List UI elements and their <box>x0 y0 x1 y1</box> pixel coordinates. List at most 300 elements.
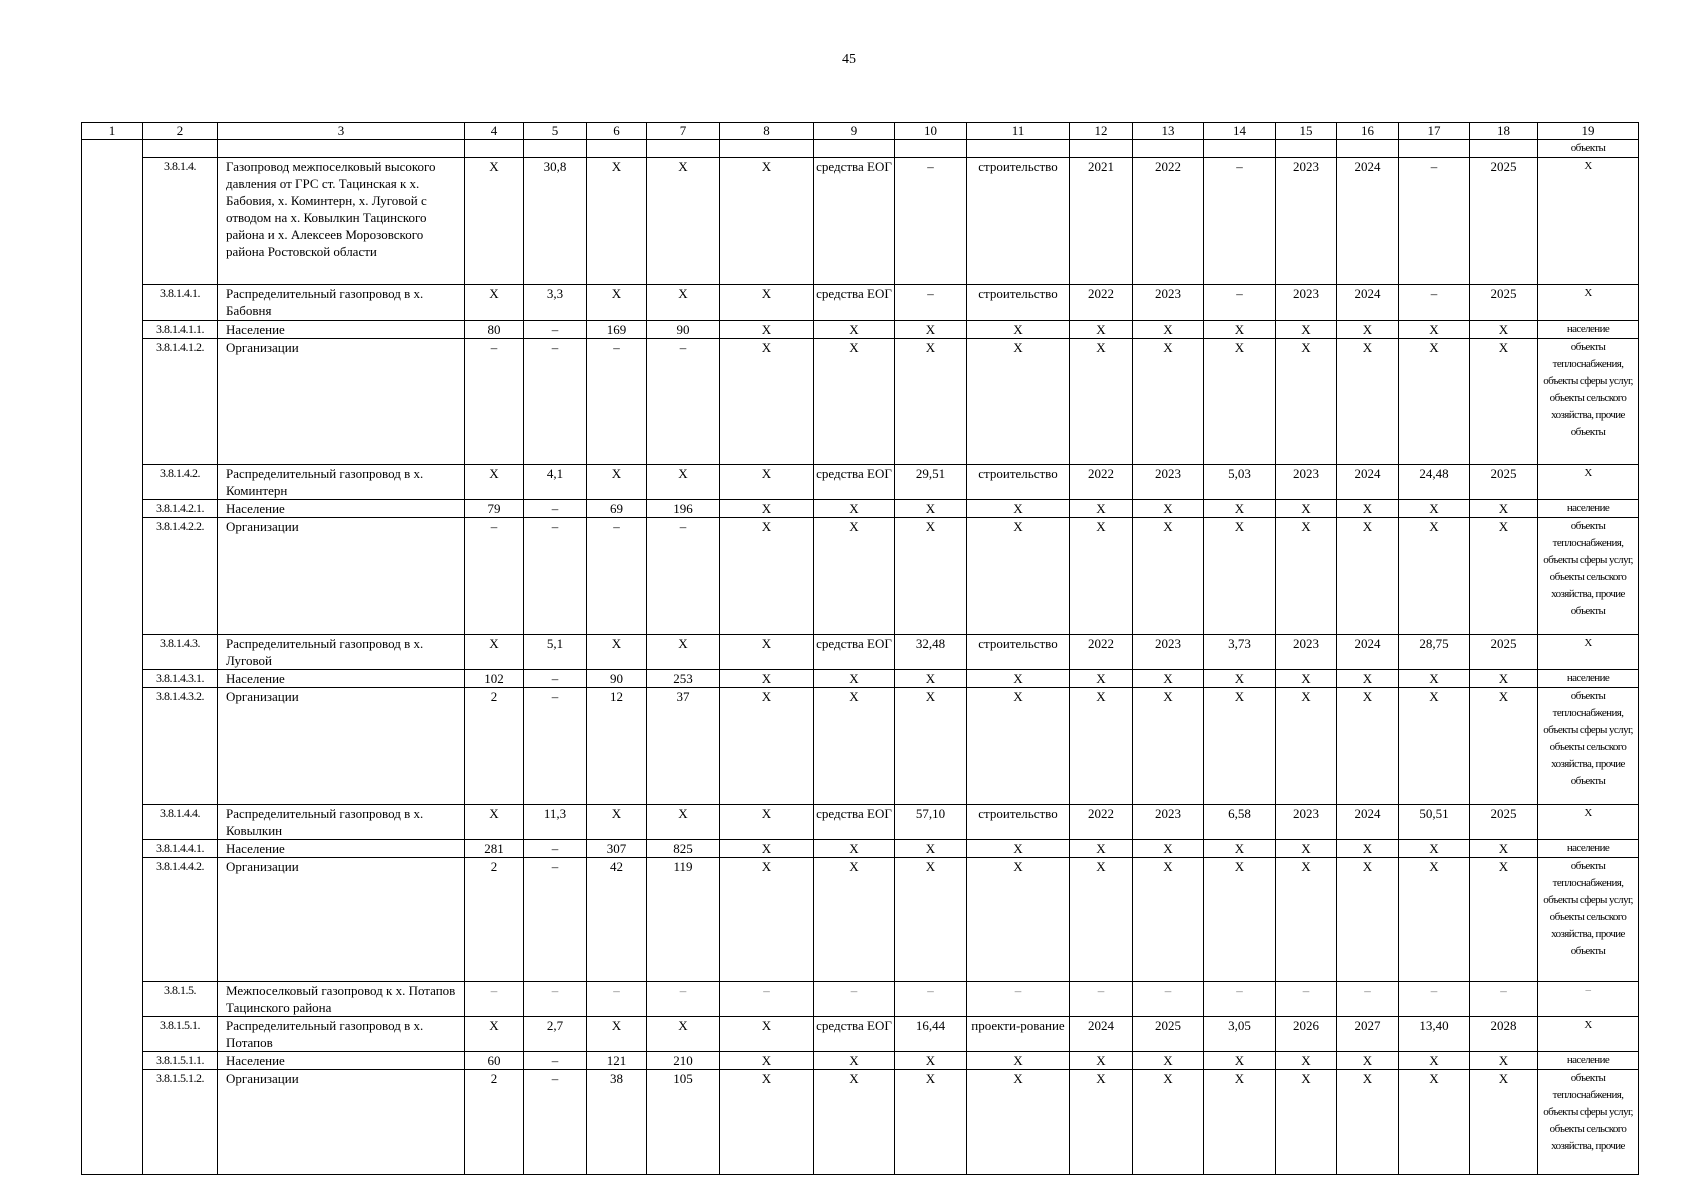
table-cell-col17: Х <box>1399 1070 1470 1175</box>
table-row <box>82 321 1639 339</box>
table-cell-col1 <box>82 518 143 635</box>
table-cell-col4: Х <box>465 1017 524 1052</box>
table-cell-col6: 42 <box>587 858 647 982</box>
table-cell-col17: Х <box>1399 670 1470 688</box>
table-cell-col7: 825 <box>647 840 720 858</box>
table-cell-col7: – <box>647 339 720 465</box>
table-cell-col6: 69 <box>587 500 647 518</box>
table-cell-col7: – <box>647 982 720 1017</box>
table-cell-col8: Х <box>720 465 814 500</box>
table-cell-col5: – <box>524 1052 587 1070</box>
table-cell-col6 <box>587 140 647 158</box>
table-cell-col18: Х <box>1470 688 1538 805</box>
table-cell-col1 <box>82 339 143 465</box>
table-cell-col18 <box>1470 140 1538 158</box>
table-cell-col16: Х <box>1337 518 1399 635</box>
table-cell-col18: – <box>1470 982 1538 1017</box>
table-cell-col17: Х <box>1399 1052 1470 1070</box>
table-cell-col15: 2023 <box>1276 285 1337 321</box>
column-header-1: 1 <box>82 123 143 140</box>
table-cell-col5: – <box>524 840 587 858</box>
table-cell-col11: Х <box>967 1052 1070 1070</box>
table-cell-col12: 2022 <box>1070 285 1133 321</box>
table-cell-col11: Х <box>967 339 1070 465</box>
column-header-2: 2 <box>143 123 218 140</box>
table-cell-col2: 3.8.1.4.4.2. <box>143 858 218 982</box>
table-cell-col19: объекты теплоснабжения, объекты сферы услуг, объекты сельского хозяйства, прочие объекты <box>1538 339 1639 465</box>
table-cell-col11: Х <box>967 858 1070 982</box>
table-cell-col11: строительство <box>967 635 1070 670</box>
table-cell-col16: 2027 <box>1337 1017 1399 1052</box>
table-cell-col12 <box>1070 140 1133 158</box>
table-cell-col13: 2023 <box>1133 805 1204 840</box>
table-cell-col8: Х <box>720 1052 814 1070</box>
table-cell-col16: 2024 <box>1337 805 1399 840</box>
table-cell-col1 <box>82 688 143 805</box>
table-cell-col13: Х <box>1133 858 1204 982</box>
table-cell-col11: строительство <box>967 158 1070 285</box>
table-cell-col3: Население <box>218 500 465 518</box>
table-cell-col2: 3.8.1.5.1.2. <box>143 1070 218 1175</box>
table-cell-col2: 3.8.1.4.3.1. <box>143 670 218 688</box>
table-row <box>82 1070 1639 1175</box>
table-cell-col8: Х <box>720 1070 814 1175</box>
table-cell-col4: 80 <box>465 321 524 339</box>
table-cell-col6: – <box>587 518 647 635</box>
table-cell-col10: Х <box>895 688 967 805</box>
table-cell-col18: Х <box>1470 670 1538 688</box>
table-cell-col14: Х <box>1204 858 1276 982</box>
table-cell-col18: Х <box>1470 840 1538 858</box>
table-cell-col8: Х <box>720 805 814 840</box>
table-cell-col14: 3,73 <box>1204 635 1276 670</box>
table-cell-col16: Х <box>1337 858 1399 982</box>
table-cell-col17: 13,40 <box>1399 1017 1470 1052</box>
table-cell-col16: Х <box>1337 321 1399 339</box>
column-header-3: 3 <box>218 123 465 140</box>
table-cell-col9: – <box>814 982 895 1017</box>
table-cell-col3: Население <box>218 670 465 688</box>
table-cell-col15: Х <box>1276 1052 1337 1070</box>
table-cell-col9: Х <box>814 1052 895 1070</box>
table-cell-col19: население <box>1538 670 1639 688</box>
table-cell-col16: 2024 <box>1337 635 1399 670</box>
table-cell-col3: Организации <box>218 688 465 805</box>
table-cell-col9: Х <box>814 1070 895 1175</box>
table-cell-col9: Х <box>814 858 895 982</box>
table-cell-col11 <box>967 140 1070 158</box>
table-cell-col10: Х <box>895 321 967 339</box>
table-cell-col6: 169 <box>587 321 647 339</box>
table-cell-col19: население <box>1538 1052 1639 1070</box>
table-cell-col7: 37 <box>647 688 720 805</box>
table-cell-col18: 2025 <box>1470 805 1538 840</box>
table-cell-col18: Х <box>1470 339 1538 465</box>
table-cell-col5: – <box>524 339 587 465</box>
table-cell-col15 <box>1276 140 1337 158</box>
table-cell-col6: 90 <box>587 670 647 688</box>
table-cell-col2: 3.8.1.4.3. <box>143 635 218 670</box>
table-cell-col4: 2 <box>465 688 524 805</box>
table-cell-col12: Х <box>1070 321 1133 339</box>
table-cell-col4: 60 <box>465 1052 524 1070</box>
table-cell-col1 <box>82 635 143 670</box>
table-cell-col3: Распределительный газопровод в х. Потапов <box>218 1017 465 1052</box>
table-cell-col11: Х <box>967 1070 1070 1175</box>
table-cell-col16: Х <box>1337 1052 1399 1070</box>
table-cell-col9: Х <box>814 321 895 339</box>
table-cell-col3: Население <box>218 1052 465 1070</box>
table-cell-col7: 119 <box>647 858 720 982</box>
table-cell-col8: Х <box>720 858 814 982</box>
table-cell-col3: Газопровод межпоселковый высокого давления от ГРС ст. Тацинская к х. Бабовия, х. Коминтерн, х. Луговой с отводом на х. Ковылкин Тацинского района и х. Алексеев Морозовского района Ростовской области <box>218 158 465 285</box>
table-cell-col6: Х <box>587 1017 647 1052</box>
table-row <box>82 285 1639 321</box>
table-cell-col13: – <box>1133 982 1204 1017</box>
table-cell-col14: 5,03 <box>1204 465 1276 500</box>
table-cell-col12: 2021 <box>1070 158 1133 285</box>
table-cell-col10: Х <box>895 670 967 688</box>
table-cell-col10: – <box>895 158 967 285</box>
table-cell-col4: – <box>465 982 524 1017</box>
table-cell-col13: Х <box>1133 518 1204 635</box>
table-cell-col3 <box>218 140 465 158</box>
table-cell-col19: Х <box>1538 285 1639 321</box>
table-cell-col16: 2024 <box>1337 285 1399 321</box>
table-cell-col8: Х <box>720 285 814 321</box>
table-cell-col11: строительство <box>967 285 1070 321</box>
table-cell-col12: Х <box>1070 670 1133 688</box>
table-cell-col16: Х <box>1337 500 1399 518</box>
table-cell-col15: – <box>1276 982 1337 1017</box>
table-cell-col6: – <box>587 982 647 1017</box>
table-cell-col10: 32,48 <box>895 635 967 670</box>
table-cell-col14: Х <box>1204 1052 1276 1070</box>
table-cell-col8: Х <box>720 158 814 285</box>
table-cell-col17: 50,51 <box>1399 805 1470 840</box>
table-cell-col12: Х <box>1070 500 1133 518</box>
column-header-19: 19 <box>1538 123 1639 140</box>
table-cell-col19: население <box>1538 321 1639 339</box>
table-cell-col9: Х <box>814 840 895 858</box>
table-cell-col12: 2022 <box>1070 465 1133 500</box>
table-cell-col14: 3,05 <box>1204 1017 1276 1052</box>
table-cell-col1 <box>82 1052 143 1070</box>
table-cell-col18: 2025 <box>1470 158 1538 285</box>
table-cell-col18: 2025 <box>1470 285 1538 321</box>
table-cell-col5: 5,1 <box>524 635 587 670</box>
table-row <box>82 982 1639 1017</box>
table-cell-col9: Х <box>814 500 895 518</box>
table-cell-col16: Х <box>1337 339 1399 465</box>
table-cell-col15: 2023 <box>1276 465 1337 500</box>
table-cell-col8: Х <box>720 339 814 465</box>
table-cell-col4: Х <box>465 635 524 670</box>
table-cell-col16: Х <box>1337 840 1399 858</box>
table-cell-col16: 2024 <box>1337 465 1399 500</box>
table-cell-col19: Х <box>1538 805 1639 840</box>
table-cell-col18: Х <box>1470 858 1538 982</box>
table-cell-col19: объекты теплоснабжения, объекты сферы услуг, объекты сельского хозяйства, прочие объекты <box>1538 518 1639 635</box>
table-cell-col4: – <box>465 518 524 635</box>
table-cell-col10: Х <box>895 339 967 465</box>
table-cell-col10: Х <box>895 858 967 982</box>
table-cell-col1 <box>82 858 143 982</box>
table-cell-col15: Х <box>1276 518 1337 635</box>
table-cell-col5: 11,3 <box>524 805 587 840</box>
table-cell-col4: 102 <box>465 670 524 688</box>
column-header-18: 18 <box>1470 123 1538 140</box>
table-cell-col11: Х <box>967 321 1070 339</box>
table-cell-col4: 281 <box>465 840 524 858</box>
table-cell-col11: Х <box>967 688 1070 805</box>
table-cell-col12: 2024 <box>1070 1017 1133 1052</box>
table-cell-col18: 2025 <box>1470 635 1538 670</box>
table-cell-col7: 210 <box>647 1052 720 1070</box>
table-cell-col5: – <box>524 518 587 635</box>
table-cell-col2: 3.8.1.4.4. <box>143 805 218 840</box>
table-cell-col16: – <box>1337 982 1399 1017</box>
table-cell-col12: Х <box>1070 339 1133 465</box>
table-cell-col17: Х <box>1399 321 1470 339</box>
table-cell-col4: 2 <box>465 1070 524 1175</box>
table-cell-col5: 30,8 <box>524 158 587 285</box>
table-cell-col13: Х <box>1133 500 1204 518</box>
table-cell-col1 <box>82 321 143 339</box>
table-cell-col2: 3.8.1.5.1.1. <box>143 1052 218 1070</box>
table-cell-col8: Х <box>720 518 814 635</box>
table-row <box>82 158 1639 285</box>
table-cell-col19: – <box>1538 982 1639 1017</box>
table-cell-col10: Х <box>895 518 967 635</box>
table-cell-col8: Х <box>720 840 814 858</box>
table-cell-col11: Х <box>967 670 1070 688</box>
table-cell-col4: Х <box>465 465 524 500</box>
table-cell-col6: 38 <box>587 1070 647 1175</box>
table-cell-col1 <box>82 465 143 500</box>
table-cell-col2: 3.8.1.4.4.1. <box>143 840 218 858</box>
table-cell-col8: Х <box>720 670 814 688</box>
table-cell-col7: Х <box>647 1017 720 1052</box>
table-cell-col2: 3.8.1.5. <box>143 982 218 1017</box>
table-cell-col14: – <box>1204 158 1276 285</box>
table-row <box>82 635 1639 670</box>
table-cell-col6: Х <box>587 805 647 840</box>
table-cell-col14: Х <box>1204 688 1276 805</box>
table-cell-col17: 24,48 <box>1399 465 1470 500</box>
header-row <box>82 123 1639 140</box>
table-cell-col8: Х <box>720 1017 814 1052</box>
table-cell-col3: Организации <box>218 518 465 635</box>
table-cell-col8: Х <box>720 688 814 805</box>
table-cell-col5: – <box>524 670 587 688</box>
table-cell-col8 <box>720 140 814 158</box>
table-row <box>82 840 1639 858</box>
table-cell-col4: Х <box>465 805 524 840</box>
table-cell-col12: Х <box>1070 688 1133 805</box>
table-cell-col7: 196 <box>647 500 720 518</box>
table-cell-col5: – <box>524 858 587 982</box>
table-cell-col7: 90 <box>647 321 720 339</box>
table-cell-col16: 2024 <box>1337 158 1399 285</box>
table-cell-col19: Х <box>1538 465 1639 500</box>
table-row <box>82 339 1639 465</box>
table-cell-col6: Х <box>587 465 647 500</box>
table-cell-col15: Х <box>1276 321 1337 339</box>
table-cell-col5: 4,1 <box>524 465 587 500</box>
table-cell-col5: – <box>524 321 587 339</box>
table-cell-col14: Х <box>1204 321 1276 339</box>
table-cell-col19: население <box>1538 500 1639 518</box>
table-cell-col13: Х <box>1133 339 1204 465</box>
table-cell-col1 <box>82 982 143 1017</box>
table-cell-col15: Х <box>1276 688 1337 805</box>
column-header-17: 17 <box>1399 123 1470 140</box>
table-cell-col19: Х <box>1538 158 1639 285</box>
table-cell-col7: – <box>647 518 720 635</box>
table-cell-col7: Х <box>647 465 720 500</box>
column-header-9: 9 <box>814 123 895 140</box>
column-header-5: 5 <box>524 123 587 140</box>
table-cell-col11: проекти-рование <box>967 1017 1070 1052</box>
table-cell-col17: – <box>1399 158 1470 285</box>
table-row <box>82 1017 1639 1052</box>
table-cell-col13: 2025 <box>1133 1017 1204 1052</box>
table-cell-col2: 3.8.1.4.1. <box>143 285 218 321</box>
table-cell-col5 <box>524 140 587 158</box>
table-cell-col5: 3,3 <box>524 285 587 321</box>
table-cell-col2: 3.8.1.4. <box>143 158 218 285</box>
table-cell-col2: 3.8.1.4.1.2. <box>143 339 218 465</box>
table-cell-col11: Х <box>967 500 1070 518</box>
table-cell-col7: 105 <box>647 1070 720 1175</box>
table-cell-col2 <box>143 140 218 158</box>
table-cell-col14: – <box>1204 285 1276 321</box>
table-cell-col1 <box>82 158 143 285</box>
table-cell-col18: Х <box>1470 1070 1538 1175</box>
table-cell-col14 <box>1204 140 1276 158</box>
table-cell-col9: средства ЕОГ <box>814 158 895 285</box>
table-cell-col5: – <box>524 1070 587 1175</box>
table-cell-col7: Х <box>647 158 720 285</box>
table-cell-col6: – <box>587 339 647 465</box>
column-header-4: 4 <box>465 123 524 140</box>
table-cell-col4: Х <box>465 158 524 285</box>
table-cell-col11: – <box>967 982 1070 1017</box>
table-cell-col18: Х <box>1470 518 1538 635</box>
table-cell-col3: Население <box>218 840 465 858</box>
table-row <box>82 465 1639 500</box>
table-cell-col15: Х <box>1276 500 1337 518</box>
table-cell-col19: Х <box>1538 635 1639 670</box>
table-cell-col1 <box>82 805 143 840</box>
table-cell-col2: 3.8.1.4.2.2. <box>143 518 218 635</box>
table-cell-col2: 3.8.1.4.1.1. <box>143 321 218 339</box>
table-cell-col1 <box>82 140 143 158</box>
table-row <box>82 688 1639 805</box>
table-cell-col16: Х <box>1337 688 1399 805</box>
table-cell-col3: Распределительный газопровод в х. Коминтерн <box>218 465 465 500</box>
table-cell-col8: Х <box>720 500 814 518</box>
table-cell-col15: 2023 <box>1276 158 1337 285</box>
table-cell-col3: Организации <box>218 1070 465 1175</box>
page-number: 45 <box>842 52 856 67</box>
table-cell-col9: Х <box>814 688 895 805</box>
table-cell-col8: – <box>720 982 814 1017</box>
table-cell-col15: Х <box>1276 1070 1337 1175</box>
table-row <box>82 805 1639 840</box>
table-cell-col1 <box>82 500 143 518</box>
table-cell-col3: Распределительный газопровод в х. Луговой <box>218 635 465 670</box>
table-cell-col9: средства ЕОГ <box>814 805 895 840</box>
table-cell-col3: Организации <box>218 858 465 982</box>
table-cell-col14: – <box>1204 982 1276 1017</box>
data-table <box>81 122 1639 1175</box>
table-cell-col13: Х <box>1133 840 1204 858</box>
column-header-16: 16 <box>1337 123 1399 140</box>
table-cell-col19: объекты теплоснабжения, объекты сферы услуг, объекты сельского хозяйства, прочие объекты <box>1538 688 1639 805</box>
table-cell-col10: 16,44 <box>895 1017 967 1052</box>
table-row <box>82 670 1639 688</box>
column-header-7: 7 <box>647 123 720 140</box>
table-cell-col10: 29,51 <box>895 465 967 500</box>
table-cell-col4: 79 <box>465 500 524 518</box>
table-cell-col10: Х <box>895 840 967 858</box>
table-cell-col1 <box>82 840 143 858</box>
column-header-12: 12 <box>1070 123 1133 140</box>
table-cell-col9: средства ЕОГ <box>814 1017 895 1052</box>
table-cell-col15: Х <box>1276 339 1337 465</box>
table-cell-col13: Х <box>1133 1052 1204 1070</box>
table-cell-col4: 2 <box>465 858 524 982</box>
table-cell-col12: Х <box>1070 858 1133 982</box>
table-cell-col4: Х <box>465 285 524 321</box>
table-cell-col3: Распределительный газопровод в х. Ковылкин <box>218 805 465 840</box>
table-cell-col1 <box>82 670 143 688</box>
table-row <box>82 858 1639 982</box>
table-cell-col17: – <box>1399 285 1470 321</box>
table-cell-col10: Х <box>895 1070 967 1175</box>
table-cell-col12: 2022 <box>1070 805 1133 840</box>
table-cell-col14: Х <box>1204 670 1276 688</box>
table-cell-col9: Х <box>814 670 895 688</box>
table-cell-col18: Х <box>1470 321 1538 339</box>
column-header-15: 15 <box>1276 123 1337 140</box>
table-cell-col9: Х <box>814 518 895 635</box>
table-cell-col11: строительство <box>967 805 1070 840</box>
table-cell-col6: Х <box>587 635 647 670</box>
table-cell-col15: Х <box>1276 840 1337 858</box>
table-cell-col12: Х <box>1070 518 1133 635</box>
table-cell-col17: Х <box>1399 688 1470 805</box>
table-cell-col2: 3.8.1.4.2.1. <box>143 500 218 518</box>
table-cell-col2: 3.8.1.4.2. <box>143 465 218 500</box>
table-cell-col6: 12 <box>587 688 647 805</box>
table-cell-col7: Х <box>647 285 720 321</box>
column-header-6: 6 <box>587 123 647 140</box>
column-header-14: 14 <box>1204 123 1276 140</box>
table-cell-col15: 2023 <box>1276 635 1337 670</box>
table-cell-col13: 2023 <box>1133 635 1204 670</box>
table-cell-col3: Межпоселковый газопровод к х. Потапов Тацинского района <box>218 982 465 1017</box>
table-cell-col19: население <box>1538 840 1639 858</box>
column-header-13: 13 <box>1133 123 1204 140</box>
table-cell-col11: Х <box>967 518 1070 635</box>
table-cell-col17: – <box>1399 982 1470 1017</box>
table-cell-col10: – <box>895 285 967 321</box>
table-cell-col17: Х <box>1399 858 1470 982</box>
table-cell-col13: Х <box>1133 670 1204 688</box>
